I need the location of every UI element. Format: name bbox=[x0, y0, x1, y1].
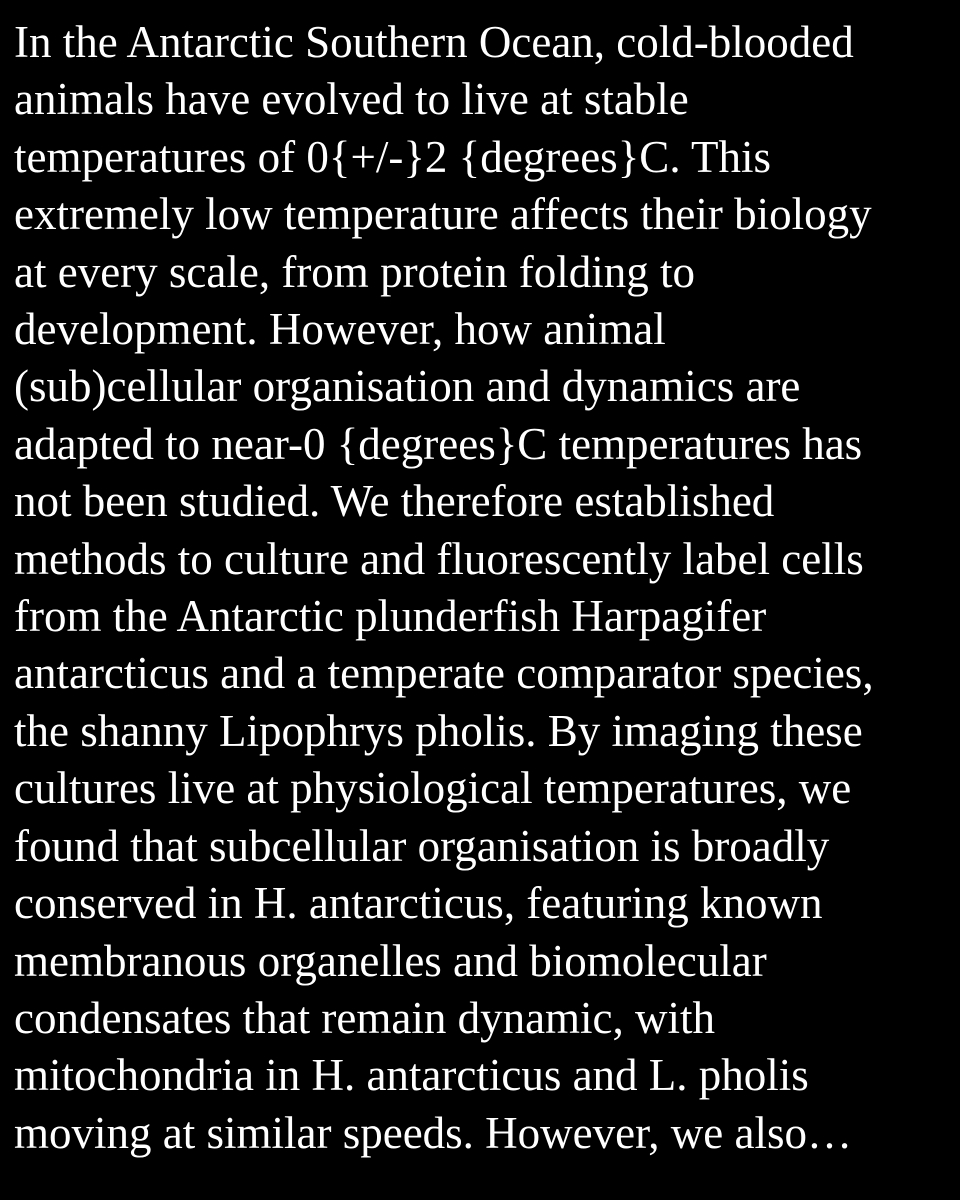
text-line: moving at similar speeds. However, we also… bbox=[14, 1107, 853, 1158]
text-line: from the Antarctic plunderfish Harpagifer bbox=[14, 591, 767, 642]
text-line: development. However, how animal bbox=[14, 304, 666, 355]
text-line: methods to culture and fluorescently label cells bbox=[14, 533, 864, 584]
text-line: temperatures of 0{+/-}2 {degrees}C. This bbox=[14, 131, 772, 182]
text-line: found that subcellular organisation is broadly bbox=[14, 820, 830, 871]
text-line: at every scale, from protein folding to bbox=[14, 246, 696, 297]
text-line: mitochondria in H. antarcticus and L. pholis bbox=[14, 1050, 809, 1101]
text-line: extremely low temperature affects their biology bbox=[14, 189, 872, 240]
text-line: animals have evolved to live at stable bbox=[14, 74, 689, 125]
text-line: antarcticus and a temperate comparator species, bbox=[14, 648, 874, 699]
text-line: condensates that remain dynamic, with bbox=[14, 992, 716, 1043]
text-line: conserved in H. antarcticus, featuring known bbox=[14, 878, 823, 929]
text-line: the shanny Lipophrys pholis. By imaging these bbox=[14, 705, 863, 756]
text-line: not been studied. We therefore established bbox=[14, 476, 775, 527]
text-line: membranous organelles and biomolecular bbox=[14, 935, 767, 986]
text-line: adapted to near-0 {degrees}C temperatures has bbox=[14, 418, 863, 469]
text-line: (sub)cellular organisation and dynamics are bbox=[14, 361, 801, 412]
text-line: cultures live at physiological temperatures, we bbox=[14, 763, 852, 814]
text-line: In the Antarctic Southern Ocean, cold-blooded bbox=[14, 17, 854, 67]
abstract-text bbox=[14, 14, 949, 1162]
